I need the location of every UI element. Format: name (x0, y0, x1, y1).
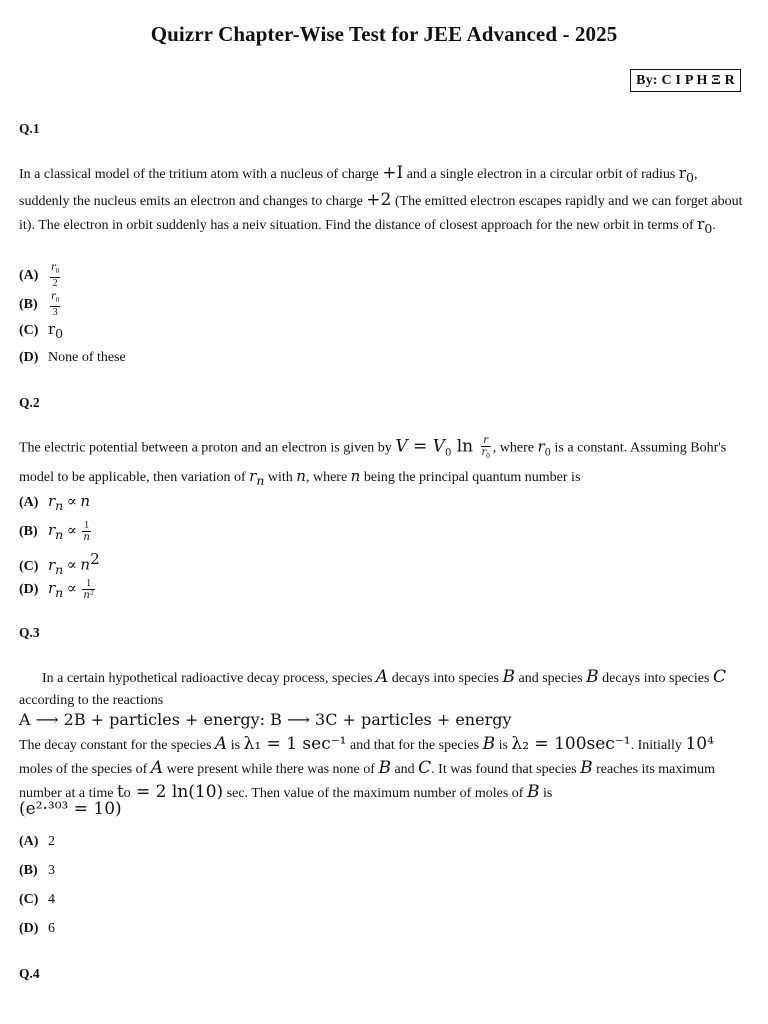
question-2-option-c: (C) $r_n \propto n^2$ (19, 550, 100, 577)
page-title: Quizrr Chapter-Wise Test for JEE Advanced - 2025 (150, 22, 618, 46)
question-3-label: Q.3 (19, 625, 40, 640)
question-2-text: The electric potential between a proton and an electron is given by $V = V_0$ ln $\frac{r}{r_0}$ , where $r_0$ is a constant. Assuming Bohr's model to be applicable, then variation of $r_n$ with n, where n being the principal quantum number is (19, 435, 727, 488)
question-3-option-a: (A) 2 (19, 834, 55, 849)
question-3-hint: (e²·³⁰³ = 10) (19, 799, 122, 819)
question-1-label: Q.1 (19, 121, 40, 136)
question-2-option-a: (A) $r_n \propto n$ (19, 492, 91, 513)
question-3-option-c: (C) 4 (19, 892, 55, 907)
question-3-decay-text: The decay constant for the species A is λ₁ = 1 sec⁻¹ and that for the species B is λ₂ = 100sec⁻¹. Initially 10⁴ moles of the species of A were present while there was none of B and C. It was found that species B reaches its maximum number at a time t₀ = 2 ln(10) sec. Then value of the maximum number of moles of B is (19, 734, 716, 802)
question-3-option-b: (B) 3 (19, 863, 55, 878)
fraction: $\frac{r_0}{2}$ (51, 262, 60, 289)
question-3-reaction: A ⟶ 2B + particles + energy: B ⟶ 3C + particles + energy (19, 710, 512, 729)
author-badge: By: C I P H Ξ R (630, 69, 741, 92)
question-1-option-a: (A) $\frac{r_0}{2}$ (19, 262, 60, 289)
question-3-intro: In a certain hypothetical radioactive decay process, species A decays into species B and species B decays into species C according to the reactions (19, 667, 726, 708)
question-1-option-d: (D) None of these (19, 350, 126, 365)
question-2-option-d: (D) $r_n$ ∝ $\frac{1}{\text{n²}}$ (19, 578, 94, 602)
question-1-option-b: (B) $\frac{r_0}{3}$ (19, 291, 60, 318)
question-4-label: Q.4 (19, 966, 40, 981)
question-1-text: In a classical model of the tritium atom with a nucleus of charge +I and a single electron in a circular orbit of radius $r_0$, suddenly the nucleus emits an electron and changes to charge +2 (The emitted electron escapes rapidly and we can forget about it). The electron in orbit suddenly has a neiv situation. Find the distance of closest approach for the new orbit in terms of $r_0$. (19, 163, 743, 236)
question-2-label: Q.2 (19, 395, 40, 410)
question-2-option-b: (B) $r_n$ ∝ $\frac{1}{n}$ (19, 520, 90, 544)
question-3-option-d: (D) 6 (19, 921, 55, 936)
fraction: $\frac{r_0}{3}$ (51, 291, 60, 318)
question-1-option-c: (C) $r_0$ (19, 320, 64, 341)
